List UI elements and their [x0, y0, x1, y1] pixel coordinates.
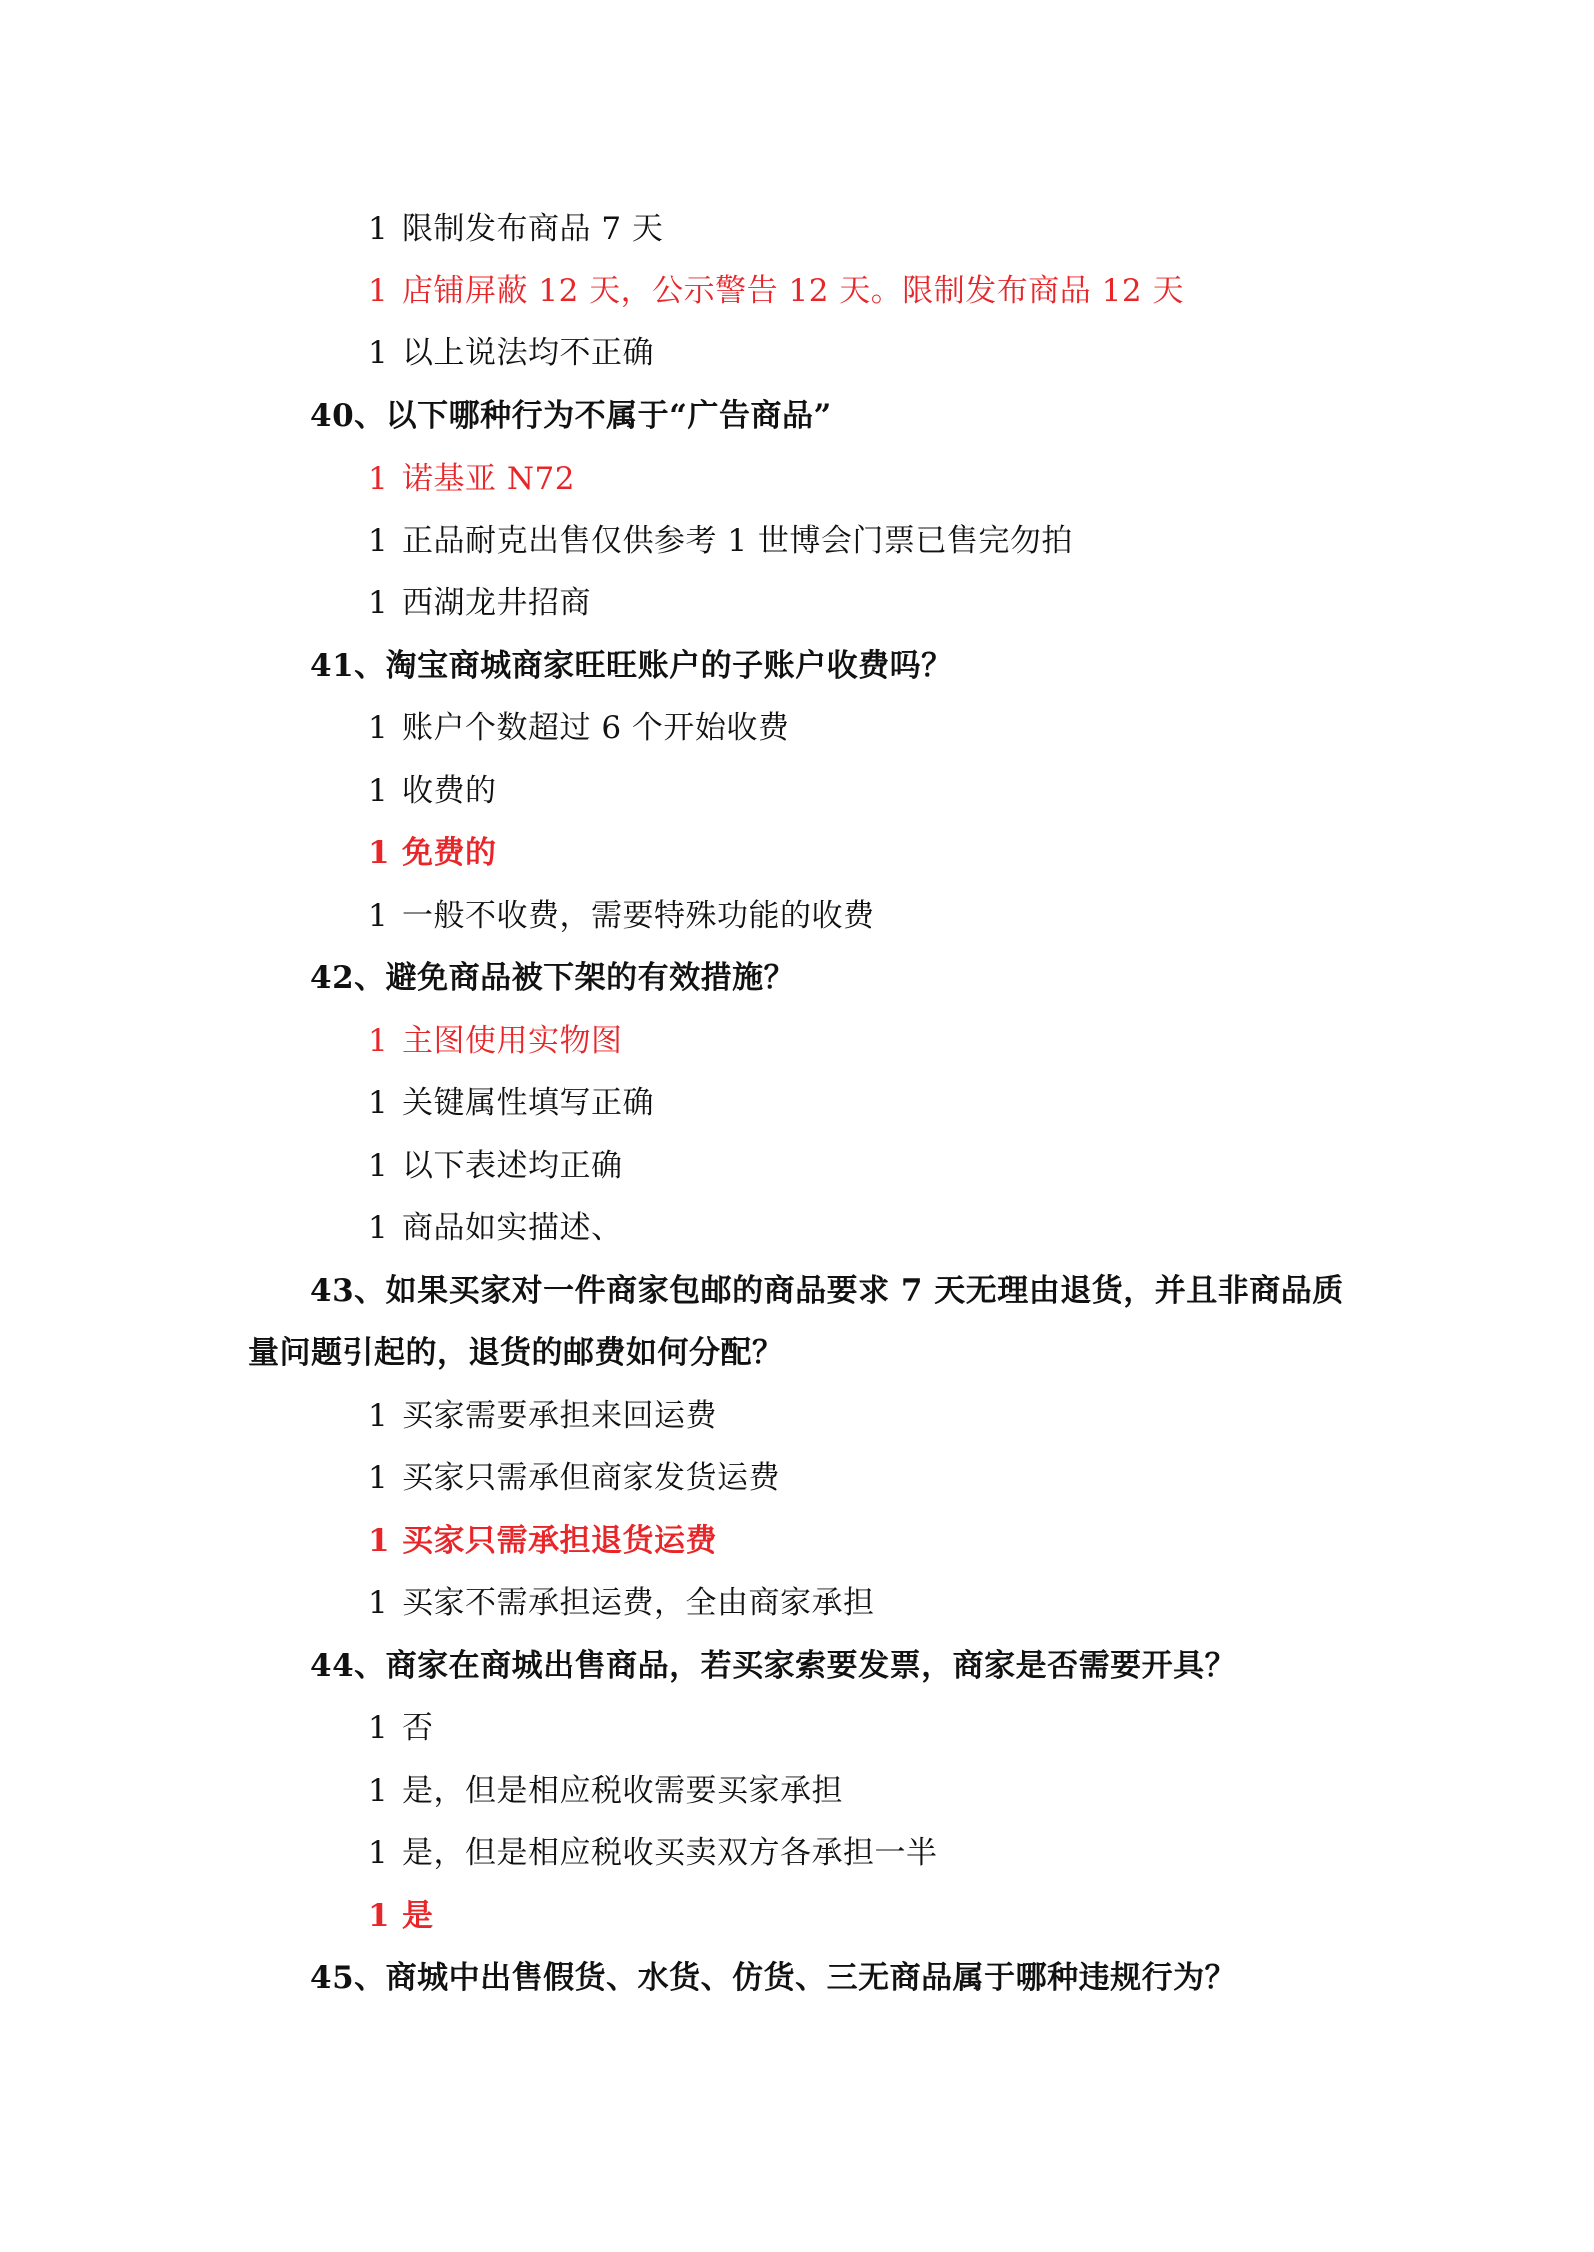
option-text: 正品耐克出售仅供参考 1 世博会门票已售完勿拍: [402, 523, 1073, 559]
option-line-answer: [368, 269, 1184, 313]
option-bullet: 1: [368, 1835, 389, 1871]
option-text: 是，但是相应税收需要买家承担: [402, 1773, 843, 1809]
option-bullet: 1: [368, 835, 391, 871]
question-heading: 41、淘宝商城商家旺旺账户的子账户收费吗？: [310, 648, 953, 684]
option-text: 买家需要承担来回运费: [402, 1398, 717, 1434]
option-line-answer: [368, 831, 497, 875]
option-line: [368, 894, 875, 938]
option-text: 关键属性填写正确: [402, 1085, 654, 1121]
option-bullet: 1: [368, 1398, 389, 1434]
option-line: [368, 519, 1073, 563]
option-line-answer: [368, 457, 575, 501]
option-bullet: 1: [368, 1523, 391, 1559]
option-text: 诺基亚 N72: [402, 461, 575, 497]
option-text: 一般不收费，需要特殊功能的收费: [402, 898, 875, 934]
option-bullet: 1: [368, 710, 389, 746]
question-heading: 40、以下哪种行为不属于“广告商品”: [310, 398, 832, 434]
question-heading: 42、避免商品被下架的有效措施？: [310, 960, 796, 996]
option-line: [368, 1081, 654, 1125]
option-text: 账户个数超过 6 个开始收费: [402, 710, 790, 746]
option-bullet: 1: [368, 1585, 389, 1621]
option-line: [368, 1706, 434, 1750]
option-text: 否: [402, 1710, 434, 1746]
option-bullet: 1: [368, 1085, 389, 1121]
option-line: [368, 1769, 843, 1813]
option-bullet: 1: [368, 773, 389, 809]
option-bullet: 1: [368, 1210, 389, 1246]
option-bullet: 1: [368, 585, 389, 621]
option-bullet: 1: [368, 1148, 389, 1184]
question-heading: 45、商城中出售假货、水货、仿货、三无商品属于哪种违规行为？: [310, 1960, 1237, 1996]
option-bullet: 1: [368, 1773, 389, 1809]
option-text: 免费的: [402, 835, 497, 871]
question-heading-continued: 量问题引起的，退货的邮费如何分配？: [248, 1335, 784, 1371]
option-line: [368, 706, 789, 750]
option-line-answer: [368, 1519, 717, 1563]
option-line: [368, 331, 654, 375]
option-text: 买家只需承担退货运费: [402, 1523, 717, 1559]
option-line: [368, 769, 497, 813]
option-text: 限制发布商品 7 天: [402, 211, 664, 247]
question-heading: 44、商家在商城出售商品，若买家索要发票，商家是否需要开具？: [310, 1648, 1237, 1684]
option-line-answer: [368, 1019, 623, 1063]
option-text: 以下表述均正确: [402, 1148, 623, 1184]
option-bullet: 1: [368, 1460, 389, 1496]
option-text: 是: [402, 1898, 434, 1934]
option-bullet: 1: [368, 211, 389, 247]
option-line: [368, 1394, 717, 1438]
option-line: [368, 581, 591, 625]
option-text: 收费的: [402, 773, 497, 809]
option-bullet: 1: [368, 273, 389, 309]
option-line-answer: [368, 1894, 434, 1938]
option-line: [368, 1831, 938, 1875]
option-line: [368, 1206, 623, 1250]
option-line: [368, 1456, 780, 1500]
option-line: [368, 207, 663, 251]
question-heading: 43、如果买家对一件商家包邮的商品要求 7 天无理由退货，并且非商品质: [310, 1273, 1344, 1309]
option-bullet: 1: [368, 335, 389, 371]
option-text: 以上说法均不正确: [402, 335, 654, 371]
option-bullet: 1: [368, 461, 389, 497]
option-line: [368, 1581, 875, 1625]
option-bullet: 1: [368, 523, 389, 559]
option-text: 店铺屏蔽 12 天，公示警告 12 天。限制发布商品 12 天: [402, 273, 1184, 309]
option-text: 买家不需承担运费，全由商家承担: [402, 1585, 875, 1621]
option-bullet: 1: [368, 1023, 389, 1059]
option-text: 主图使用实物图: [402, 1023, 623, 1059]
option-bullet: 1: [368, 898, 389, 934]
option-line: [368, 1144, 623, 1188]
option-bullet: 1: [368, 1710, 389, 1746]
option-bullet: 1: [368, 1898, 391, 1934]
option-text: 西湖龙井招商: [402, 585, 591, 621]
option-text: 买家只需承但商家发货运费: [402, 1460, 780, 1496]
option-text: 商品如实描述、: [402, 1210, 623, 1246]
option-text: 是，但是相应税收买卖双方各承担一半: [402, 1835, 938, 1871]
